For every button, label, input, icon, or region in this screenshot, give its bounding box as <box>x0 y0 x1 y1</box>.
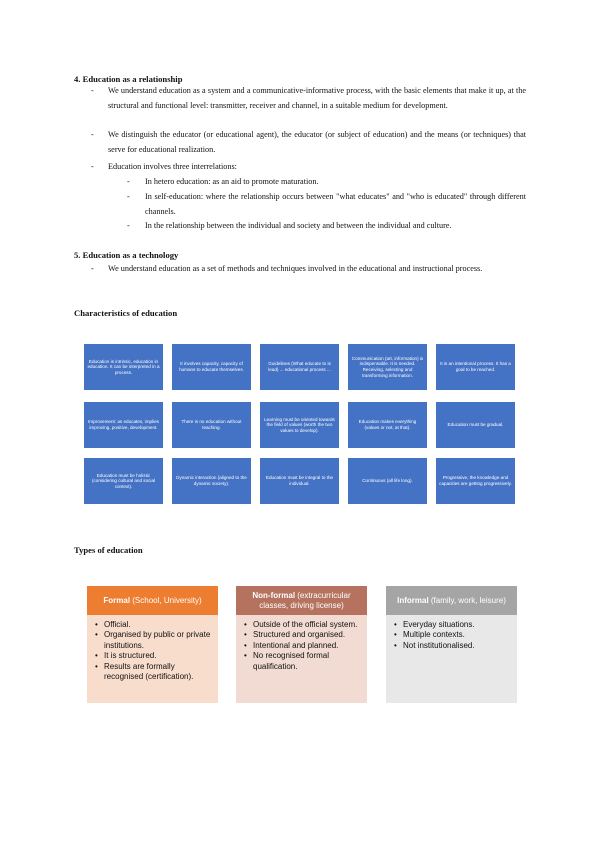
characteristic-cell: Dynamic interaction (aligned to the dynamic society). <box>172 458 251 504</box>
informal-card <box>386 586 517 703</box>
card-body <box>87 615 218 703</box>
section-4-item-2: We distinguish the educator (or educational agent), the educator (or subject of education) and the means (or techniques) that serve for educational realization. <box>108 130 526 154</box>
section-5-item-1: We understand education as a set of methods and techniques involved in the educational and instructional process. <box>108 264 483 273</box>
card-list-item: • Organised by public or private institutions. <box>95 630 212 651</box>
card-list-item: • Official. <box>95 620 212 630</box>
characteristic-cell: It involves capacity, capacity of humans to educate themselves. <box>172 344 251 390</box>
section-5-heading: 5. Education as a technology <box>74 250 179 260</box>
formal-card <box>87 586 218 703</box>
characteristic-cell: Improvement: as educates, implies improving, positive, development. <box>84 402 163 448</box>
section-4-subitem-3: In the relationship between the individual and society and between the individual and culture. <box>145 221 452 230</box>
dash-marker: - <box>91 264 94 273</box>
card-header: Informal (family, work, leisure) <box>386 586 517 615</box>
characteristic-cell: Education makes everything (values or not, at that). <box>348 402 427 448</box>
characteristic-cell: Education must be integral to the individual. <box>260 458 339 504</box>
dash-marker: - <box>91 86 94 95</box>
section-4-heading: 4. Education as a relationship <box>74 74 183 84</box>
characteristic-cell: Guidelines (What educate to is lead) ... educational process ... <box>260 344 339 390</box>
characteristic-cell: Communication (art, information) is indispensable. It is needed. Receiving, selecting and transforming information. <box>348 344 427 390</box>
characteristic-cell: Progressive, the knowledge and capacities are getting progressively. <box>436 458 515 504</box>
characteristic-cell: Education must be holistic (considering cultural and social context). <box>84 458 163 504</box>
section-4-subitem-1: In hetero education: as an aid to promote maturation. <box>145 177 319 186</box>
card-list-item: • Results are formally recognised (certification). <box>95 662 212 683</box>
card-header: Non-formal (extracurricular classes, driving license) <box>236 586 367 615</box>
characteristic-cell: It is an intentional process. It has a goal to be reached. <box>436 344 515 390</box>
characteristics-title: Characteristics of education <box>74 308 178 318</box>
dash-marker: - <box>127 192 130 201</box>
characteristic-cell: Learning must be oriented towards the field of values (worth the two values to develop). <box>260 402 339 448</box>
card-list-item: • Intentional and planned. <box>244 641 361 651</box>
characteristics-grid <box>84 344 520 508</box>
dash-marker: - <box>127 177 130 186</box>
characteristic-cell: Continuous (all life long). <box>348 458 427 504</box>
card-list-item: • Structured and organised. <box>244 630 361 640</box>
card-list-item: • Outside of the official system. <box>244 620 361 630</box>
card-list-item: • Everyday situations. <box>394 620 511 630</box>
dash-marker: - <box>127 221 130 230</box>
non-formal-card <box>236 586 367 703</box>
card-body <box>236 615 367 703</box>
section-4-subitem-2: In self-education: where the relationship occurs between "what educates" and "who is educated" through different channels. <box>145 192 526 216</box>
dash-marker: - <box>91 162 94 171</box>
card-header: Formal (School, University) <box>87 586 218 615</box>
card-body <box>386 615 517 703</box>
dash-marker: - <box>91 130 94 139</box>
card-list-item: • Not institutionalised. <box>394 641 511 651</box>
characteristic-cell: There is no education without teaching. <box>172 402 251 448</box>
characteristic-cell: Education must be gradual. <box>436 402 515 448</box>
characteristic-cell: Education is intrinsic, education in education. It can be interpreted in a process. <box>84 344 163 390</box>
section-4-item-1: We understand education as a system and a communicative-informative process, with the basic elements that make it up, at the structural and functional level: transmitter, receiver and channel, in a suitable medium for development. <box>108 86 526 110</box>
types-title: Types of education <box>74 545 143 555</box>
card-list-item: • No recognised formal qualification. <box>244 651 361 672</box>
section-4-item-3: Education involves three interrelations: <box>108 162 237 171</box>
card-list-item: • Multiple contexts. <box>394 630 511 640</box>
card-list-item: • It is structured. <box>95 651 212 661</box>
